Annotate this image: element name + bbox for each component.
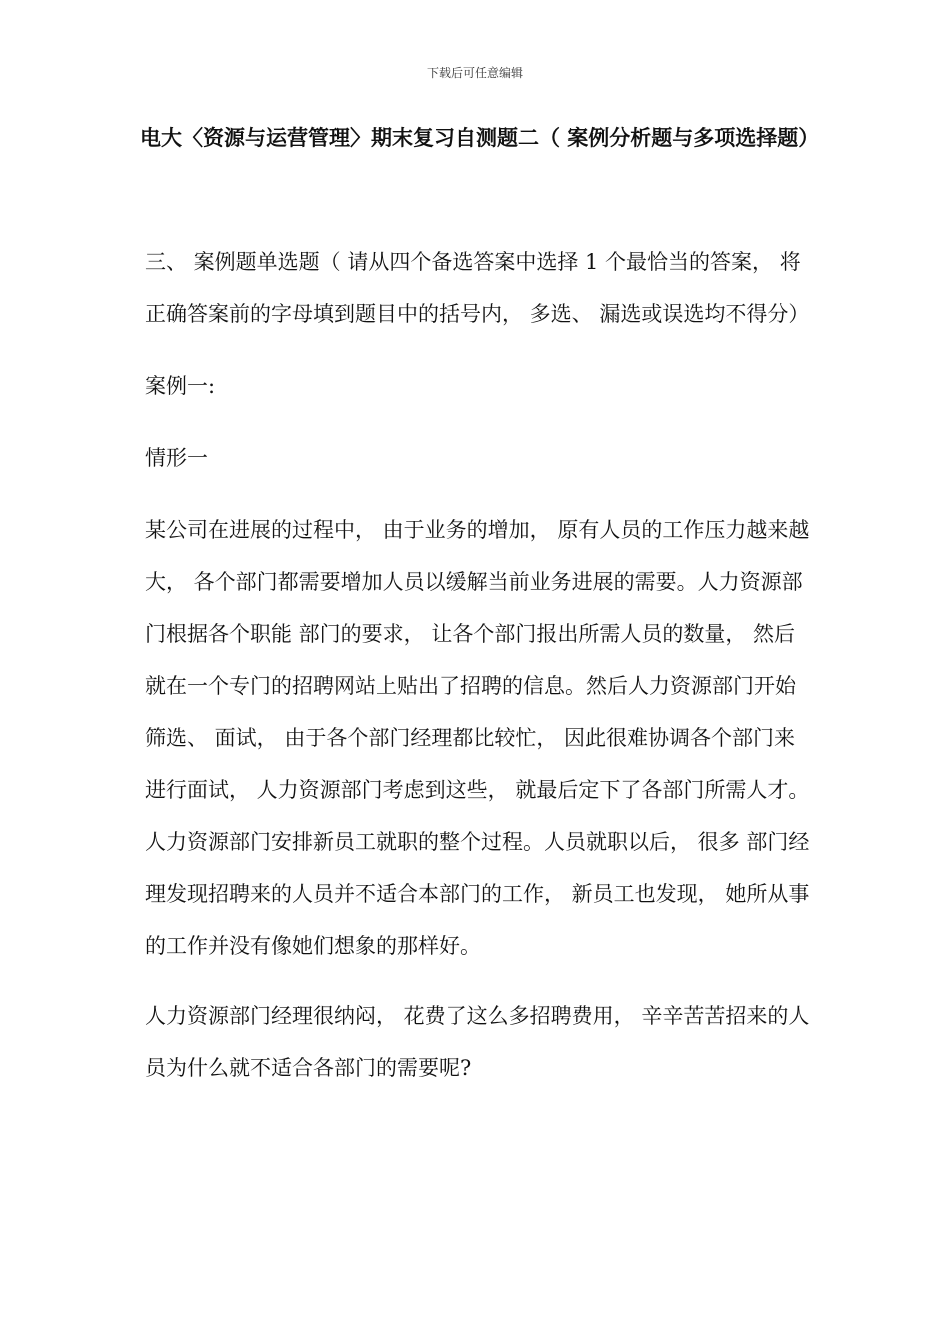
case-label: 案例一: xyxy=(145,374,216,398)
document-body xyxy=(145,236,810,1112)
header-note: 下载后可任意编辑 xyxy=(426,66,523,80)
scenario-label: 情形一 xyxy=(145,446,208,470)
document-title: 电大〈资源与运营管理〉期末复习自测题二（ 案例分析题与多项选择题） xyxy=(140,126,820,150)
case-paragraph-2: 人力资源部门经理很纳闷， 花费了这么多招聘费用， 辛辛苦苦招来的人员为什么就不适合各部门的需要呢? xyxy=(145,1004,810,1080)
case-paragraph-1: 某公司在进展的过程中， 由于业务的增加， 原有人员的工作压力越来越大， 各个部门都需要增加人员以缓解当前业务进展的需要。人力资源部门根据各个职能 部门的要求， 让各个部门报出所需人员的数量， 然后就在一个专门的招聘网站上贴出了招聘的信息。然后人力资源部门开始筛选、 面试， 由于各个部门经理都比较忙， 因此很难协调各个部门来进行面试， 人力资源部门考虑到这些， 就最后定下了各部门所需人才。人力资源部门安排新员工就职的整个过程。人员就职以后， 很多 部门经理发现招聘来的人员并不适合本部门的工作， 新员工也发现， 她所从事的工作并没有像她们想象的那样好。 xyxy=(145,518,810,958)
section-heading: 三、 案例题单选题（ 请从四个备选答案中选择 1 个最恰当的答案， 将正确答案前的字母填到题目中的括号内， 多选、 漏选或误选均不得分） xyxy=(145,250,810,326)
